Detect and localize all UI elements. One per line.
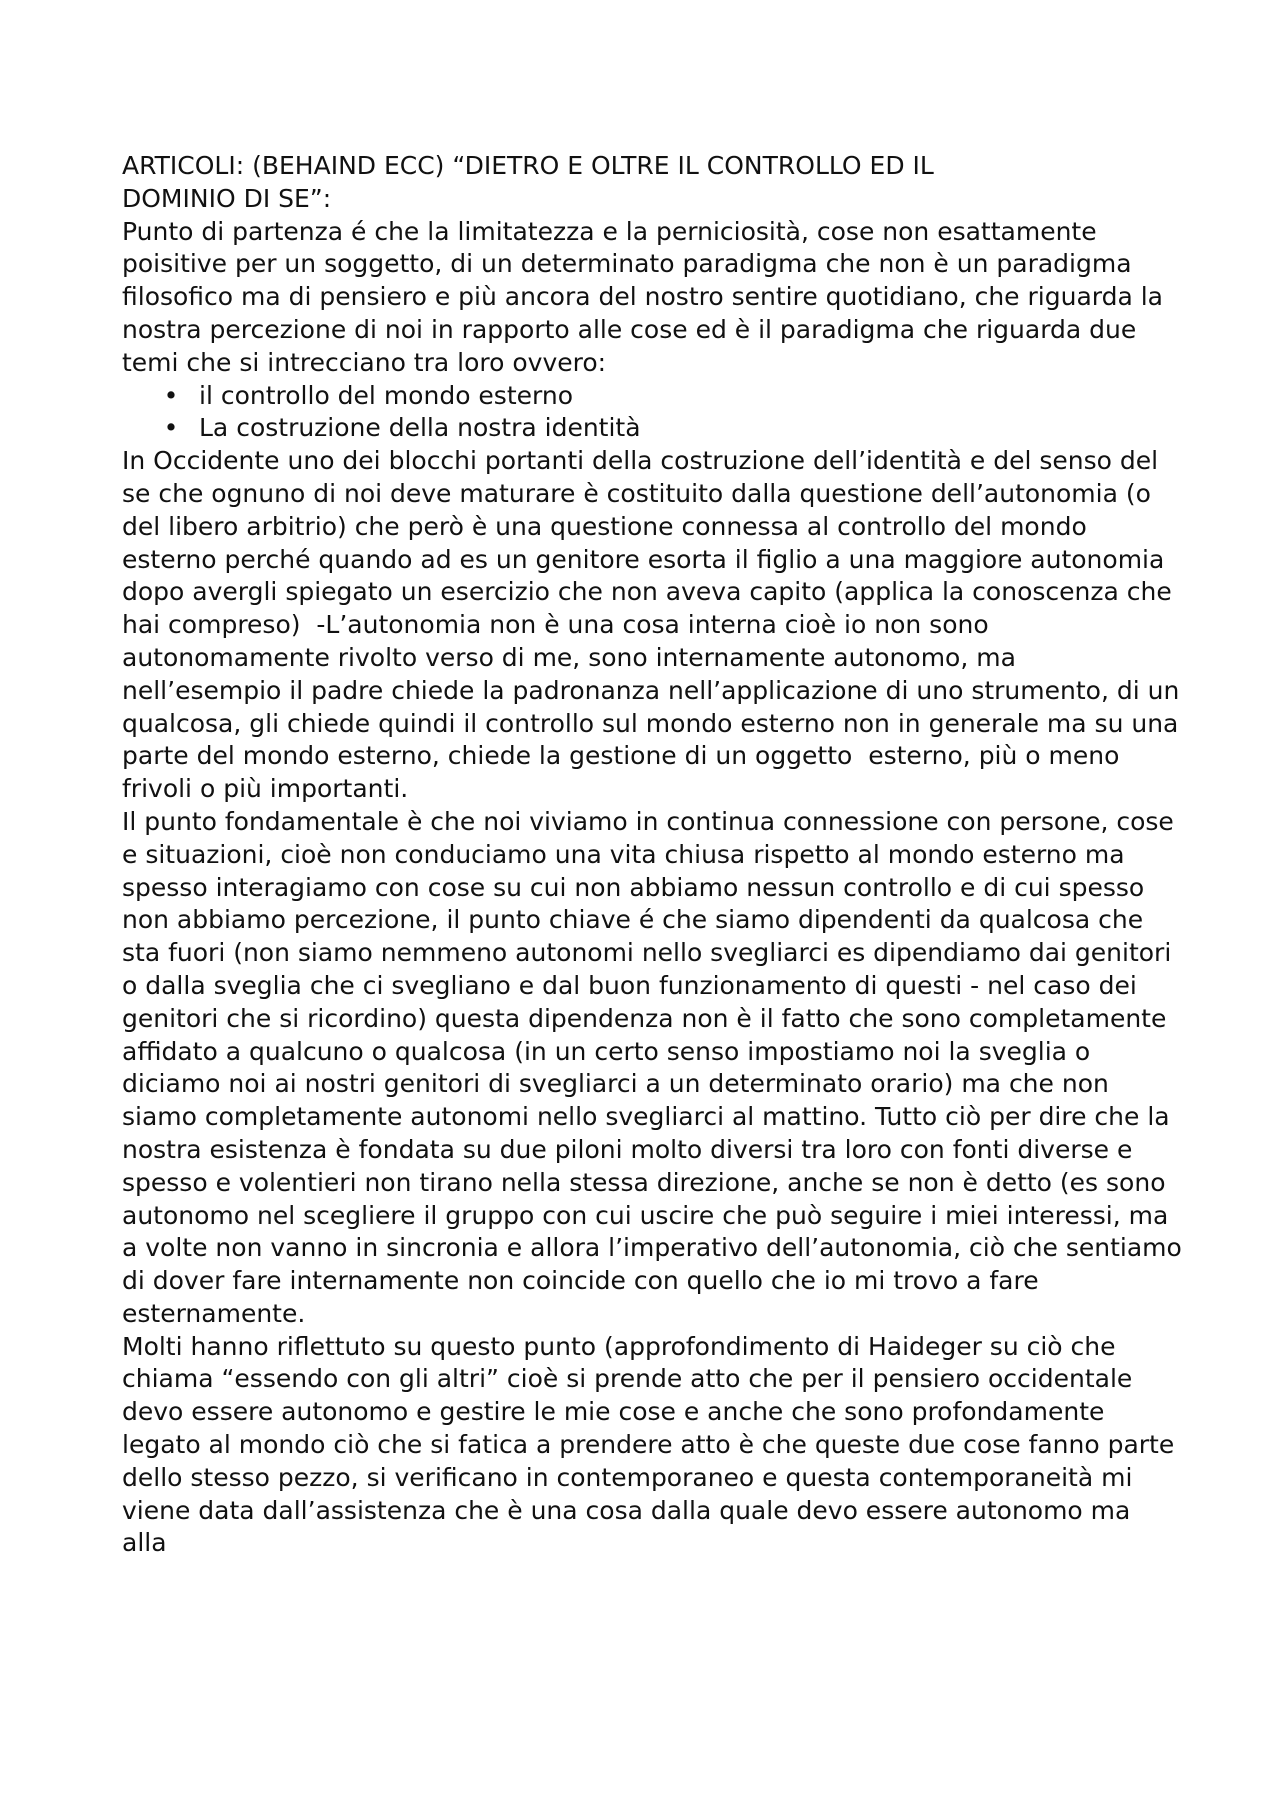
document-title-line-2: DOMINIO DI SE”:: [122, 183, 332, 213]
bullet-icon: •: [163, 413, 179, 443]
paragraph-3: Il punto fondamentale è che noi viviamo in continua connessione con persone, cose e situazioni, cioè non conduciamo una vita chiusa rispetto al mondo esterno ma spesso interagiamo con cose su cui non abbiamo nessun controllo e di cui spesso non abbiamo percezione, il punto chiave é che siamo dipendenti da qualcosa che sta fuori (non siamo nemmeno autonomi nello svegliarci es dipendiamo dai genitori o dalla sveglia che ci svegliano e dal buon funzionamento di questi - nel caso dei genitori che si ricordino) questa dipendenza non è il fatto che sono completamente affidato a qualcuno o qualcosa (in un certo senso impostiamo noi la sveglia o diciamo noi ai nostri genitori di svegliarci a un determinato orario) ma che non siamo completamente autonomi nello svegliarci al mattino. Tutto ciò per dire che la nostra esistenza è fondata su due piloni molto diversi tra loro con fonti diverse e spesso e volentieri non tirano nella stessa direzione, anche se non è detto (es sono autonomo nel scegliere il gruppo con cui uscire che può seguire i miei interessi, ma a volte non vanno in sincronia e allora l’imperativo dell’autonomia, ciò che sentiamo di dover fare internamente non coincide con quello che io mi trovo a fare esternamente.: [122, 806, 1190, 1328]
document-body: [122, 150, 1190, 1560]
list-item-text: La costruzione della nostra identità: [199, 413, 641, 443]
list-item: [163, 380, 1182, 413]
bullet-icon: •: [163, 380, 179, 410]
paragraph-1: Punto di partenza é che la limitatezza e la perniciosità, cose non esattamente poisitive per un soggetto, di un determinato paradigma che non è un paradigma filosofico ma di pensiero e più ancora del nostro sentire quotidiano, che riguarda la nostra percezione di noi in rapporto alle cose ed è il paradigma che riguarda due temi che si intrecciano tra loro ovvero:: [122, 216, 1171, 377]
document-title-line-1: ARTICOLI: (BEHAIND ECC) “DIETRO E OLTRE IL CONTROLLO ED IL: [122, 151, 934, 180]
paragraph-2: In Occidente uno dei blocchi portanti della costruzione dell’identità e del senso del se che ognuno di noi deve maturare è costituito dalla questione dell’autonomia (o del libero arbitrio) che però è una questione connessa al controllo del mondo esterno perché quando ad es un genitore esorta il figlio a una maggiore autonomia dopo avergli spiegato un esercizio che non aveva capito (applica la conoscenza che hai compreso) -L’autonomia non è una cosa interna cioè io non sono autonomamente rivolto verso di me, sono internamente autonomo, ma nell’esempio il padre chiede la padronanza nell’applicazione di uno strumento, di un qualcosa, gli chiede quindi il controllo sul mondo esterno non in generale ma su una parte del mondo esterno, chiede la gestione di un oggetto esterno, più o meno frivoli o più importanti.: [122, 446, 1188, 804]
list-item: [163, 412, 1182, 445]
list-item-text: il controllo del mondo esterno: [199, 380, 573, 410]
bullet-list: [122, 380, 1182, 446]
paragraph-4: Molti hanno riflettuto su questo punto (approfondimento di Haideger su ciò che chiama “essendo con gli altri” cioè si prende atto che per il pensiero occidentale devo essere autonomo e gestire le mie cose e anche che sono profondamente legato al mondo ciò che si fatica a prendere atto è che queste due cose fanno parte dello stesso pezzo, si verificano in contemporaneo e questa contemporaneità mi viene data dall’assistenza che è una cosa dalla quale devo essere autonomo ma alla: [122, 1331, 1183, 1558]
